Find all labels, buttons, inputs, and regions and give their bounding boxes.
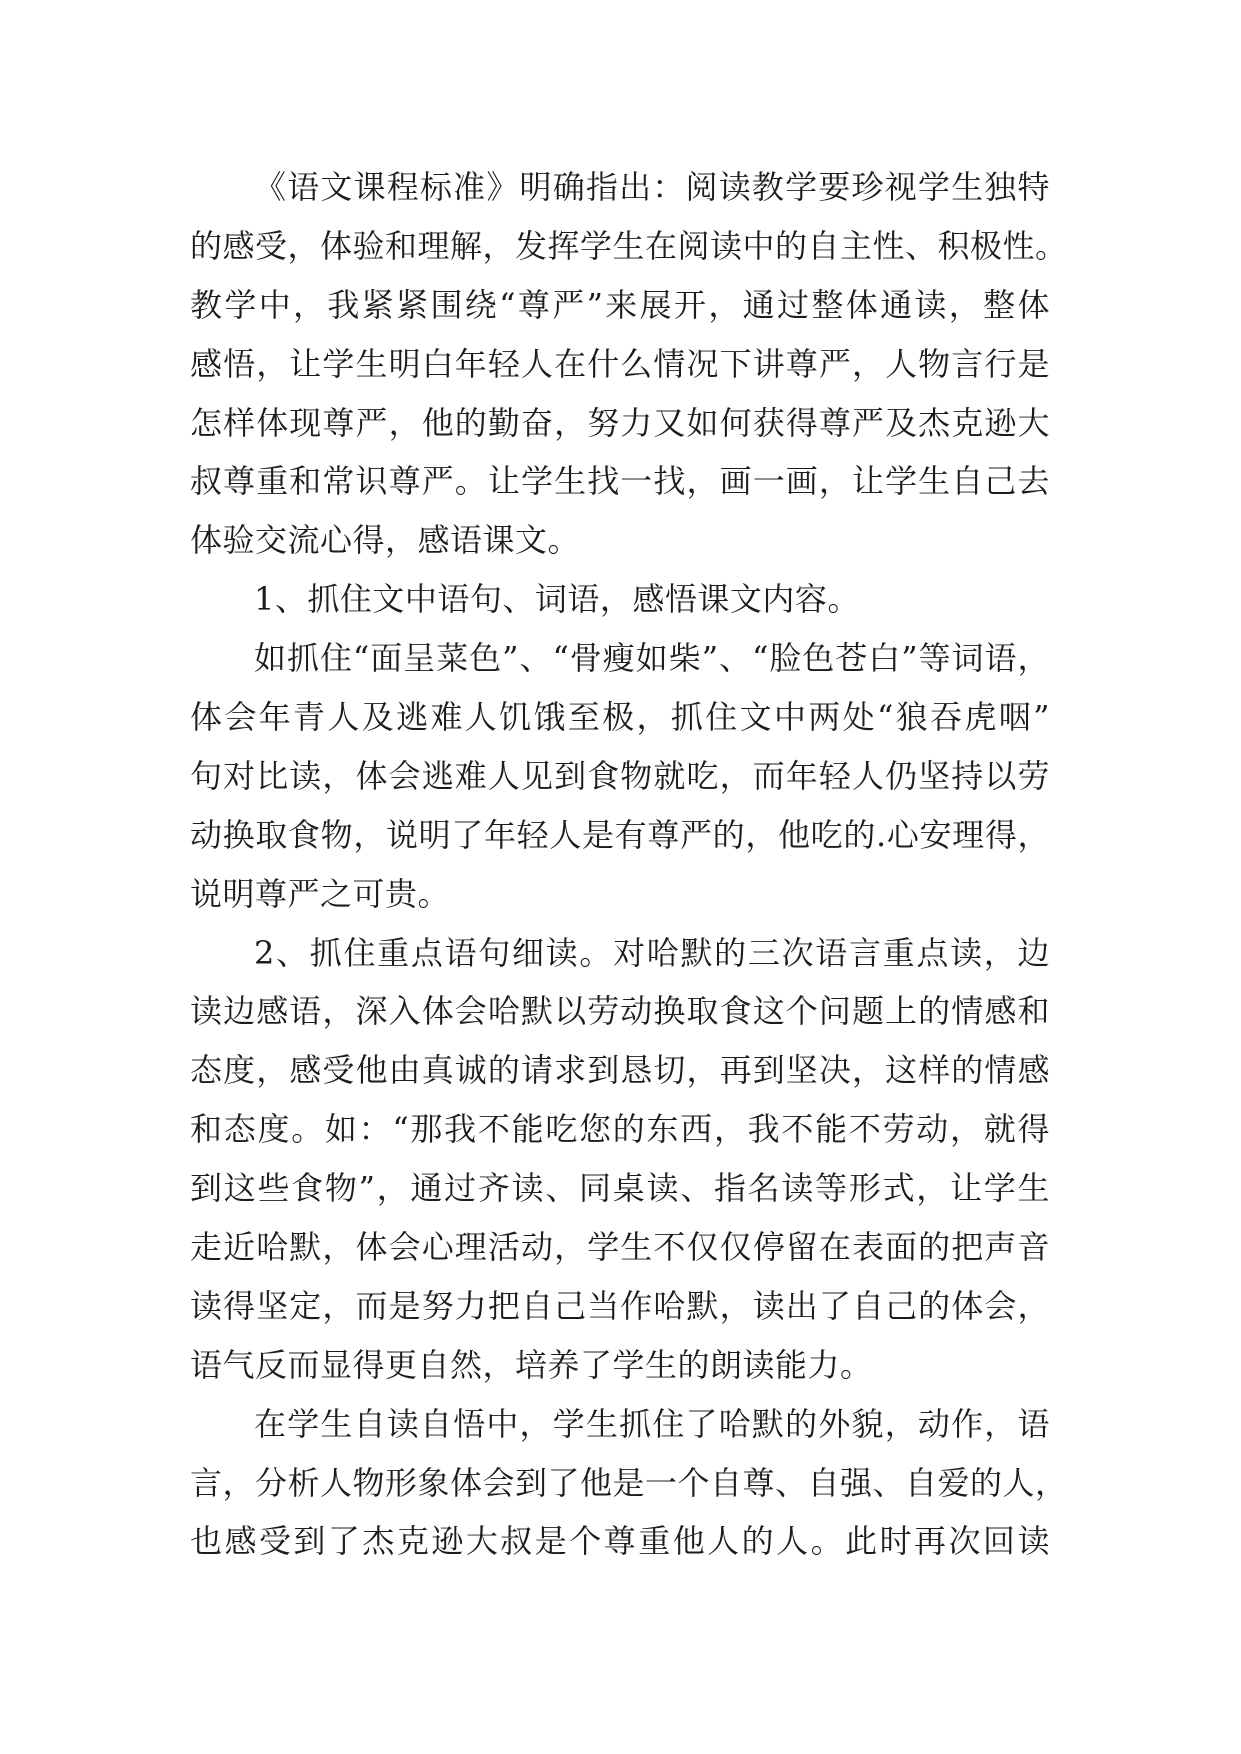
paragraph-line: 教学中，我紧紧围绕“尊严”来展开，通过整体通读，整体 [190,285,1050,324]
paragraph-line: 到这些食物”，通过齐读、同桌读、指名读等形式，让学生 [190,1169,1050,1208]
paragraph-line: 言，分析人物形象体会到了他是一个自尊、自强、自爱的人， [190,1463,1068,1502]
paragraph-line: 《语文课程标准》明确指出：阅读教学要珍视学生独特 [254,168,1050,206]
paragraph-line: 说明尊严之可贵。 [190,874,451,913]
paragraph-line: 也感受到了杰克逊大叔是个尊重他人的人。此时再次回读 [190,1522,1050,1561]
section-heading-1: 1、抓住文中语句、词语，感悟课文内容。 [254,580,860,619]
paragraph-line: 语气反而显得更自然，培养了学生的朗读能力。 [190,1345,873,1384]
paragraph-line: 句对比读，体会逃难人见到食物就吃，而年轻人仍坚持以劳 [190,756,1050,795]
paragraph-line: 如抓住“面呈菜色”、“骨瘦如柴”、“脸色苍白”等词语， [254,639,1050,678]
paragraph-line: 在学生自读自悟中，学生抓住了哈默的外貌，动作，语 [254,1404,1050,1443]
paragraph-line: 动换取食物，说明了年轻人是有尊严的，他吃的.心安理得， [190,815,1050,854]
section-heading-2: 2、抓住重点语句细读。对哈默的三次语言重点读，边 [254,933,1050,972]
paragraph-line: 读边感语，深入体会哈默以劳动换取食这个问题上的情感和 [190,992,1050,1031]
paragraph-line: 态度，感受他由真诚的请求到恳切，再到坚决，这样的情感 [190,1051,1050,1090]
paragraph-line: 和态度。如：“那我不能吃您的东西，我不能不劳动，就得 [190,1110,1050,1149]
paragraph-line: 读得坚定，而是努力把自己当作哈默，读出了自己的体会， [190,1286,1050,1325]
paragraph-line: 怎样体现尊严，他的勤奋，努力又如何获得尊严及杰克逊大 [190,403,1050,442]
paragraph-line: 感悟，让学生明白年轻人在什么情况下讲尊严，人物言行是 [190,344,1050,383]
paragraph-line: 的感受，体验和理解，发挥学生在阅读中的自主性、积极性。 [190,226,1068,265]
body-text [190,158,1068,1571]
paragraph-line: 走近哈默，体会心理活动，学生不仅仅停留在表面的把声音 [190,1228,1050,1267]
paragraph-line: 体会年青人及逃难人饥饿至极，抓住文中两处“狼吞虎咽” [190,698,1050,737]
paragraph-line: 叔尊重和常识尊严。让学生找一找，画一画，让学生自己去 [190,462,1050,501]
paragraph-line: 体验交流心得，感语课文。 [190,521,581,560]
